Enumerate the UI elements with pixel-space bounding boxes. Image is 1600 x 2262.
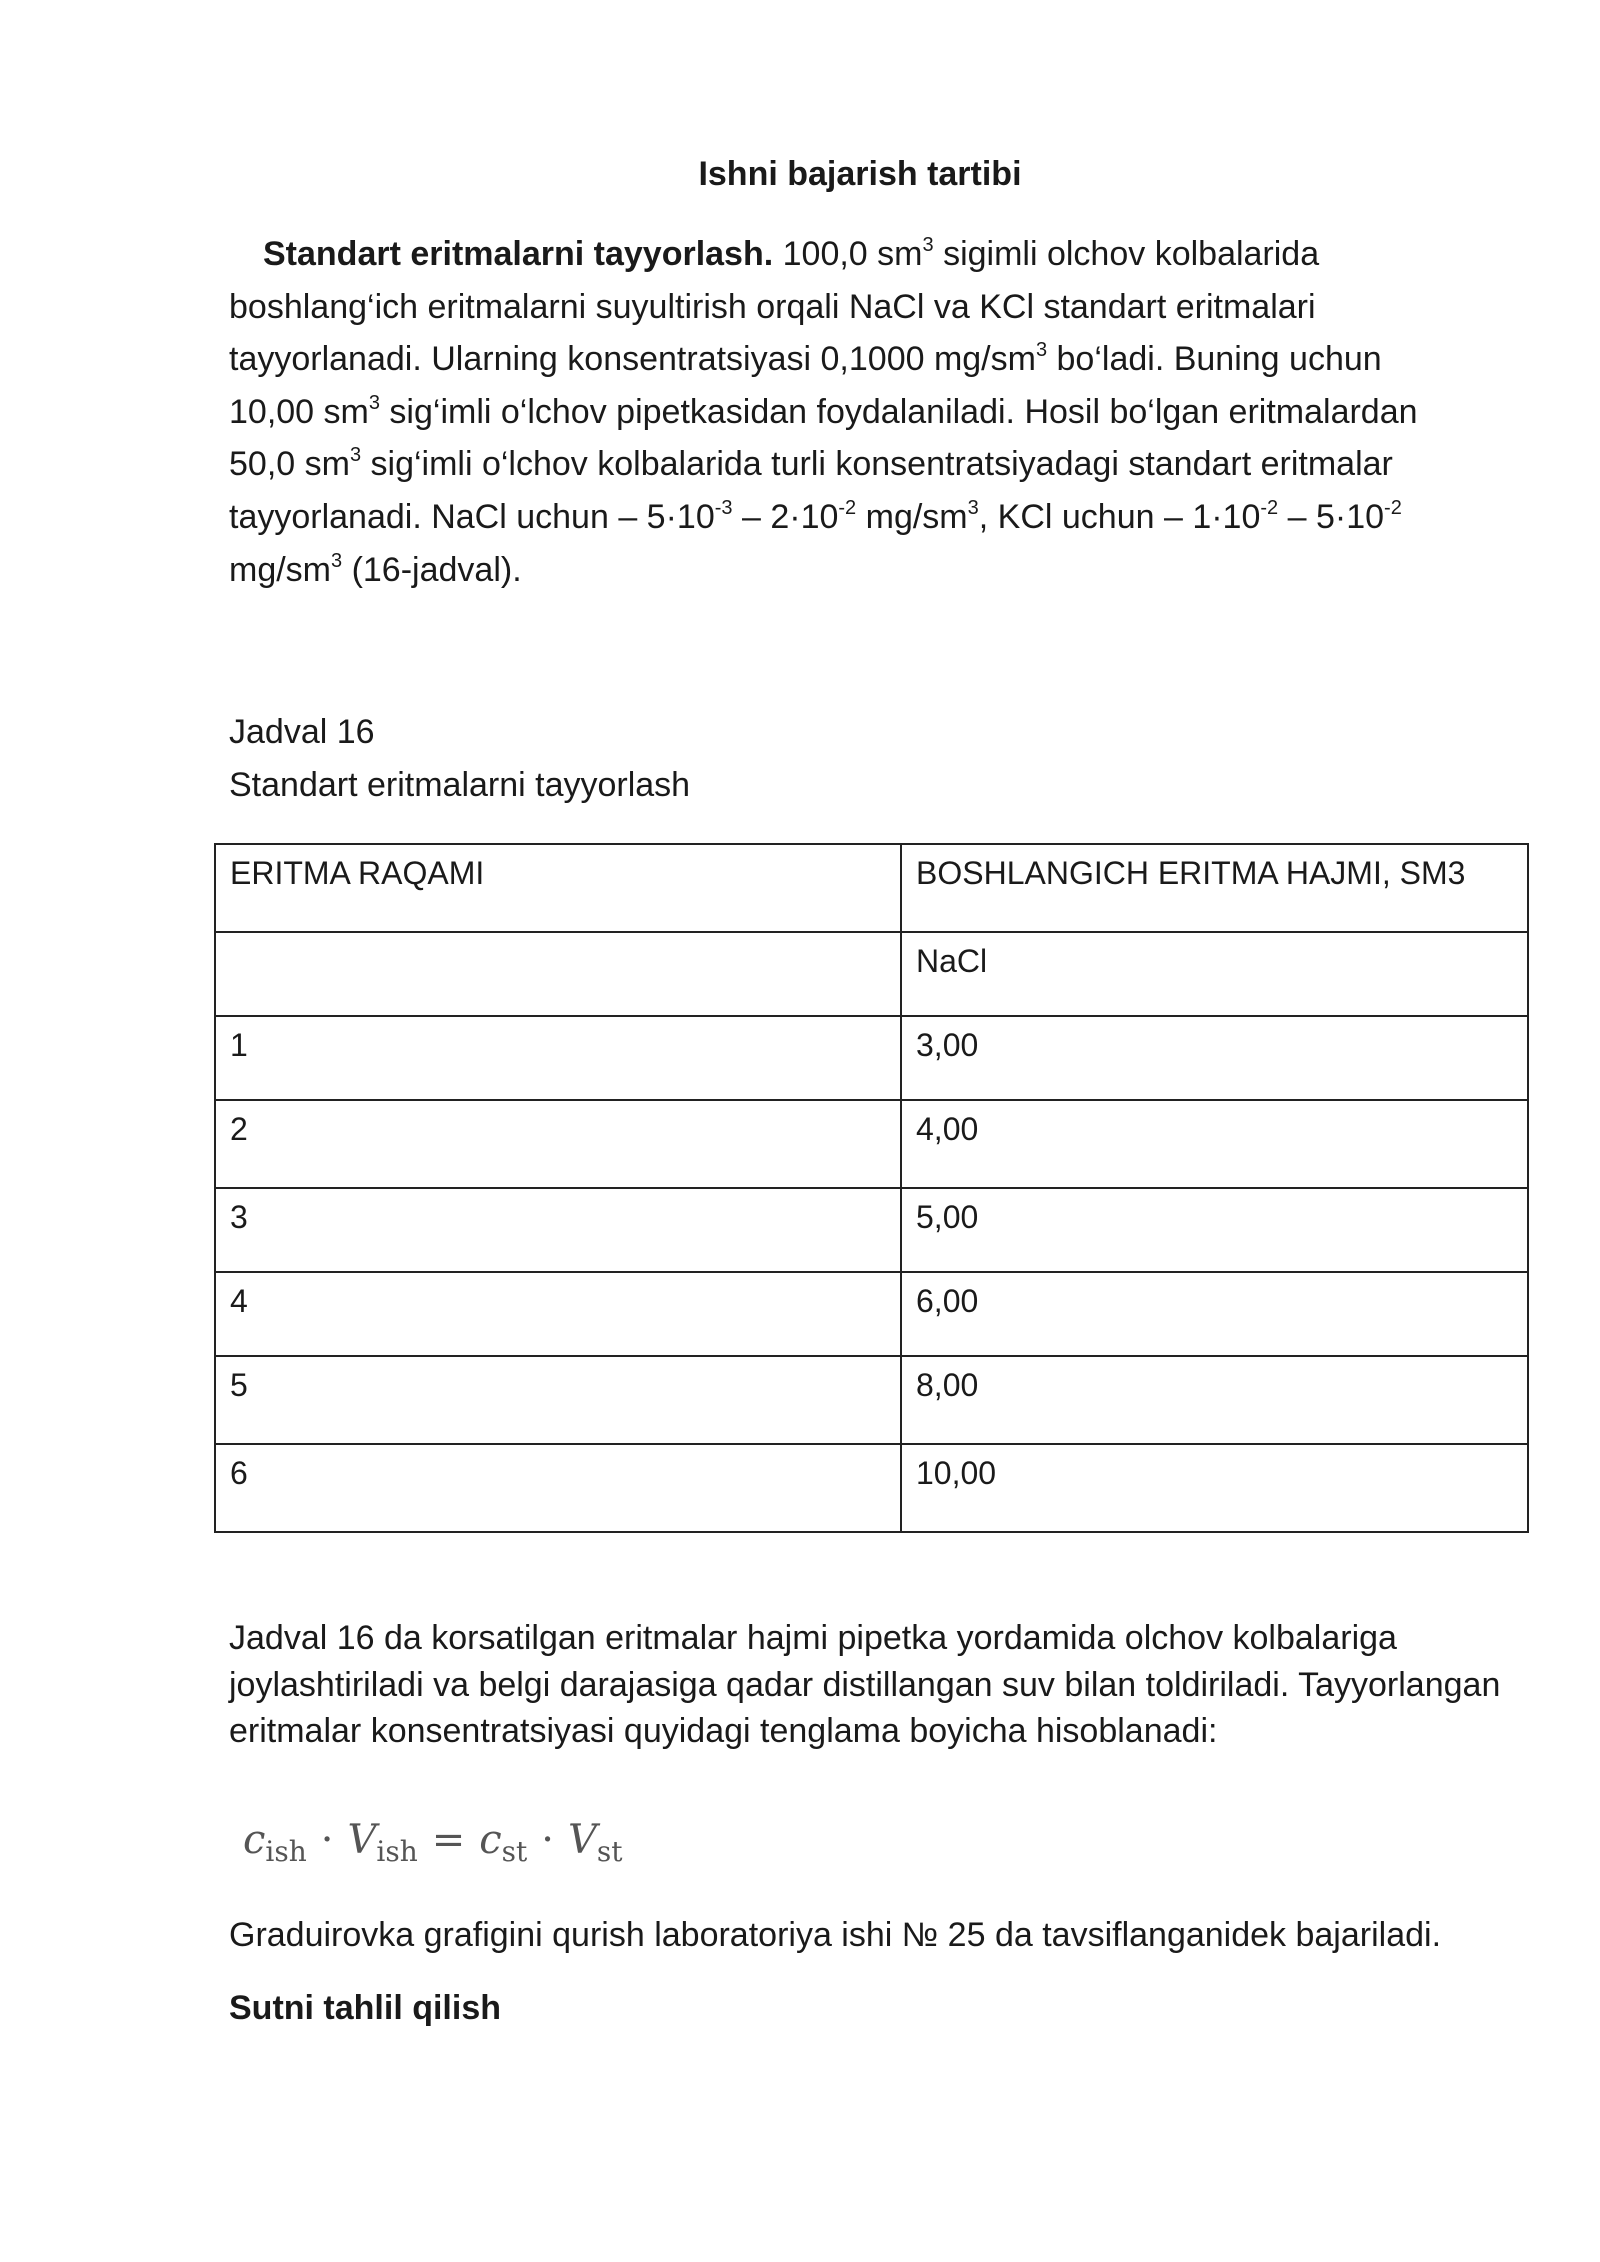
- text-run: – 2·10: [732, 497, 839, 536]
- paragraph-lead: Standart eritmalarni tayyorlash.: [263, 235, 774, 273]
- table-cell: 4: [215, 1272, 901, 1356]
- formula-symbol: c: [243, 1817, 266, 1863]
- superscript: -2: [838, 496, 857, 519]
- table-cell: 4,00: [901, 1100, 1528, 1188]
- table-row: [215, 1188, 1528, 1272]
- formula-subscript: ish: [376, 1835, 418, 1868]
- table-subheader-cell: NaCl: [901, 932, 1528, 1016]
- text-run: bo‘ladi. Buning uchun 10,00 sm: [229, 340, 1382, 431]
- text-run: mg/sm: [229, 550, 331, 589]
- table-cell: 5,00: [901, 1188, 1528, 1272]
- section-heading: Sutni tahlil qilish: [229, 1989, 501, 2027]
- formula-operator: ·: [541, 1817, 554, 1863]
- table-cell: 5: [215, 1356, 901, 1444]
- page-title: Ishni bajarish tartibi: [698, 155, 1022, 193]
- table-header-cell: ERITMA RAQAMI: [215, 844, 901, 932]
- text-run: sigimli olchov kolbalarida boshlang‘ich eritmalarni suyultirish orqali NaCl va KCl standart eritmalari tayyorlanadi. Ularning konsentratsiyasi 0,1000 mg/sm: [229, 235, 1320, 379]
- text-run: sig‘imli o‘lchov kolbalarida turli konsentratsiyadagi standart eritmalar tayyorlanadi. NaCl uchun – 5·10: [229, 445, 1393, 536]
- superscript: -2: [1260, 496, 1279, 519]
- text-run: – 5·10: [1278, 497, 1385, 536]
- table-row: [215, 1444, 1528, 1532]
- superscript: 3: [922, 234, 934, 256]
- table-row: [215, 1272, 1528, 1356]
- table-subheader-row: [215, 932, 1528, 1016]
- table-cell: 6,00: [901, 1272, 1528, 1356]
- superscript: 3: [349, 444, 362, 467]
- superscript: -2: [1384, 496, 1402, 519]
- superscript: -3: [714, 496, 733, 519]
- text-run: , KCl uchun – 1·10: [978, 497, 1261, 536]
- table-cell: 2: [215, 1100, 901, 1188]
- formula-operator: =: [431, 1817, 466, 1863]
- text-run: sig‘imli o‘lchov pipetkasidan foydalaniladi. Hosil bo‘lgan eritmalardan 50,0 sm: [229, 392, 1418, 484]
- formula-symbol: V: [347, 1817, 377, 1863]
- table-header-row: [215, 844, 1528, 932]
- text-run: 100,0 sm: [773, 235, 923, 273]
- text-run: mg/sm: [856, 497, 968, 536]
- table-cell: 3: [215, 1188, 901, 1272]
- formula-symbol: c: [479, 1817, 502, 1863]
- table-subheader-cell: [215, 932, 901, 1016]
- superscript: 3: [967, 496, 979, 519]
- formula-subscript: st: [596, 1835, 623, 1868]
- superscript: 3: [1035, 339, 1048, 362]
- table-cell: 3,00: [901, 1016, 1528, 1100]
- table-row: [215, 1100, 1528, 1188]
- standard-solutions-table: [214, 843, 1529, 1533]
- table-cell: 8,00: [901, 1356, 1528, 1444]
- table-row: [215, 1016, 1528, 1100]
- formula-operator: ·: [320, 1817, 334, 1863]
- formula-subscript: ish: [265, 1835, 307, 1868]
- body-text: Graduirovka grafigini qurish laboratoriya ishi № 25 da tavsiflanganidek bajariladi.: [229, 1916, 1442, 1954]
- superscript: 3: [368, 391, 380, 414]
- table-cell: 1: [215, 1016, 901, 1100]
- superscript: 3: [331, 549, 343, 572]
- formula-symbol: V: [568, 1817, 597, 1863]
- table-row: [215, 1356, 1528, 1444]
- intro-paragraph: [229, 228, 1469, 596]
- body-paragraph: Jadval 16 da korsatilgan eritmalar hajmi pipetka yordamida olchov kolbalariga joylashtiriladi va belgi darajasiga qadar distillangan suv bilan toldiriladi. Tayyorlangan eritmalar konsentratsiyasi quyidagi tenglama boyicha hisoblanadi:: [229, 1619, 1501, 1750]
- table-header-cell: BOSHLANGICH ERITMA HAJMI, SM3: [901, 844, 1528, 932]
- formula-subscript: st: [501, 1835, 528, 1868]
- table-number: Jadval 16: [229, 713, 375, 751]
- text-run: (16-jadval).: [342, 550, 522, 589]
- table-caption: Standart eritmalarni tayyorlash: [229, 766, 691, 804]
- table-cell: 10,00: [901, 1444, 1528, 1532]
- table-cell: 6: [215, 1444, 901, 1532]
- dilution-formula: [243, 1800, 663, 1880]
